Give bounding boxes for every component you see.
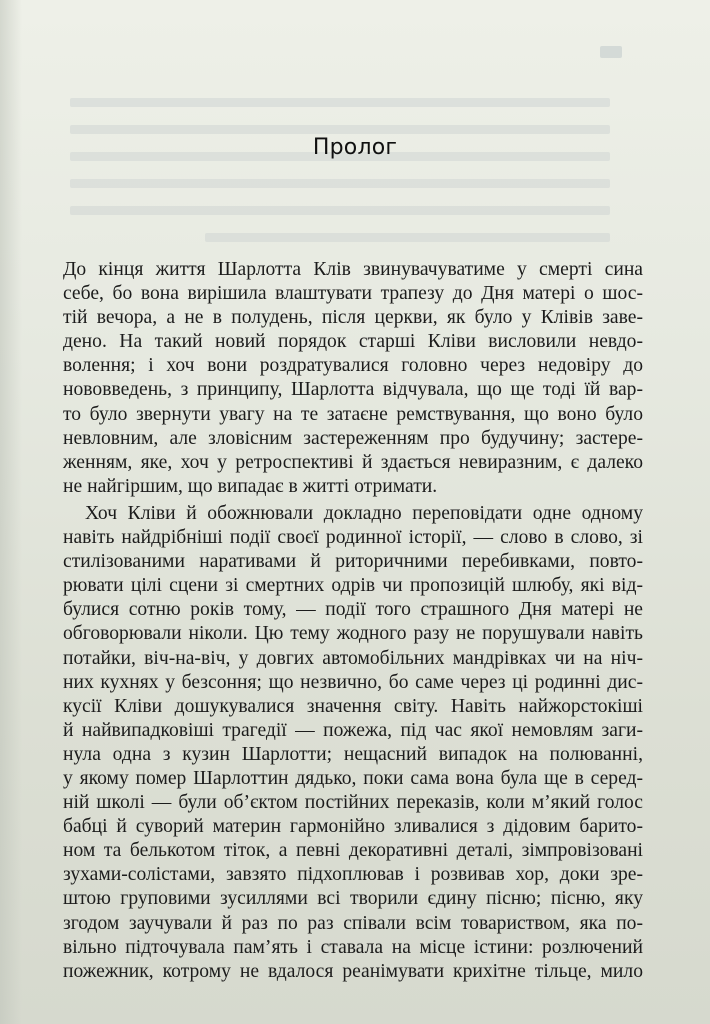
text-line: й найвипадковіші трагедії — пожежа, під час якої немовлям заги- bbox=[63, 719, 643, 741]
text-line: себе, бо вона вирішила влаштувати трапезу до Дня матері о шос- bbox=[63, 283, 643, 305]
text-line: згодом заучували й раз по раз співали всім товариством, яка по- bbox=[63, 912, 643, 934]
paragraph-1 bbox=[63, 258, 643, 499]
bleed-through-text bbox=[70, 98, 610, 260]
text-line: тій вечора, а не в полудень, після церкви, як було у Клівів заве- bbox=[63, 307, 643, 329]
text-line: них кухнях у безсоння; що незвично, бо саме через ці родинні дис- bbox=[63, 671, 643, 693]
text-line: дено. На такий новий порядок старші Кліви висловили невдо- bbox=[63, 331, 643, 353]
bleed-through-page-number bbox=[600, 46, 622, 58]
text-line: бабці й суворий материн гармонійно зливалися з дідовим барито- bbox=[63, 816, 643, 838]
text-line: пожежник, котрому не вдалося реанімувати крихітне тільце, мило bbox=[63, 960, 643, 982]
paragraph-2 bbox=[63, 502, 643, 984]
text-line: то було звернути увагу на те затаєне ремствування, що воно було bbox=[63, 403, 643, 425]
text-line: не найгіршим, що випадає в житті отримати. bbox=[63, 475, 438, 497]
text-line: зухами-солістами, завзято підхоплював і розвивав хор, доки зре- bbox=[63, 864, 643, 886]
text-line: кусії Кліви дошукувалися значення світу. Навіть найжорстокіші bbox=[63, 695, 643, 717]
text-line: нововведень, з принципу, Шарлотта відчувала, що ще тоді їй вар- bbox=[63, 379, 643, 401]
text-line: булися сотню років тому, — події того страшного Дня матері не bbox=[63, 599, 643, 621]
chapter-title: Пролог bbox=[312, 135, 398, 160]
text-line: ном та белькотом тіток, а певні декоративні деталі, зімпровізовані bbox=[63, 840, 643, 862]
text-line: рювати цілі сцени зі смертних одрів чи пропозицій шлюбу, які від- bbox=[63, 575, 643, 597]
text-line: нула одна з кузин Шарлотти; нещасний випадок на полюванні, bbox=[63, 743, 643, 765]
text-line: Хоч Кліви й обожнювали докладно переповідати одне одному bbox=[85, 502, 643, 524]
chapter-body bbox=[63, 258, 643, 984]
text-line: у якому помер Шарлоттин дядько, поки сама вона була ще в серед- bbox=[63, 767, 643, 789]
text-line: стилізованими наративами й риторичними перебивками, повто- bbox=[63, 551, 643, 573]
text-line: ній школі — були об’єктом постійних переказів, коли м’який голос bbox=[63, 792, 643, 814]
text-line: потайки, віч-на-віч, у довгих автомобільних мандрівках чи на ніч- bbox=[63, 647, 643, 669]
text-line: обговорювали ніколи. Цю тему жодного разу не порушували навіть bbox=[63, 623, 643, 645]
text-line: вільно підточувала пам’ять і ставала на місце істини: розлючений bbox=[63, 936, 643, 958]
text-line: женням, яке, хоч у ретроспективі й здається невиразним, є далеко bbox=[63, 451, 643, 473]
text-line: До кінця життя Шарлотта Клів звинувачуватиме у смерті сина bbox=[63, 259, 643, 280]
text-line: волення; і хоч вони роздратувалися головно через недовіру до bbox=[63, 355, 643, 377]
text-line: навіть найдрібніші події своєї родинної історії, — слово в слово, зі bbox=[63, 527, 643, 549]
text-line: штою груповими зусиллями всі творили єдину пісню; пісню, яку bbox=[63, 888, 643, 910]
text-line: невловним, але зловісним застереженням про будучину; застере- bbox=[63, 427, 643, 449]
